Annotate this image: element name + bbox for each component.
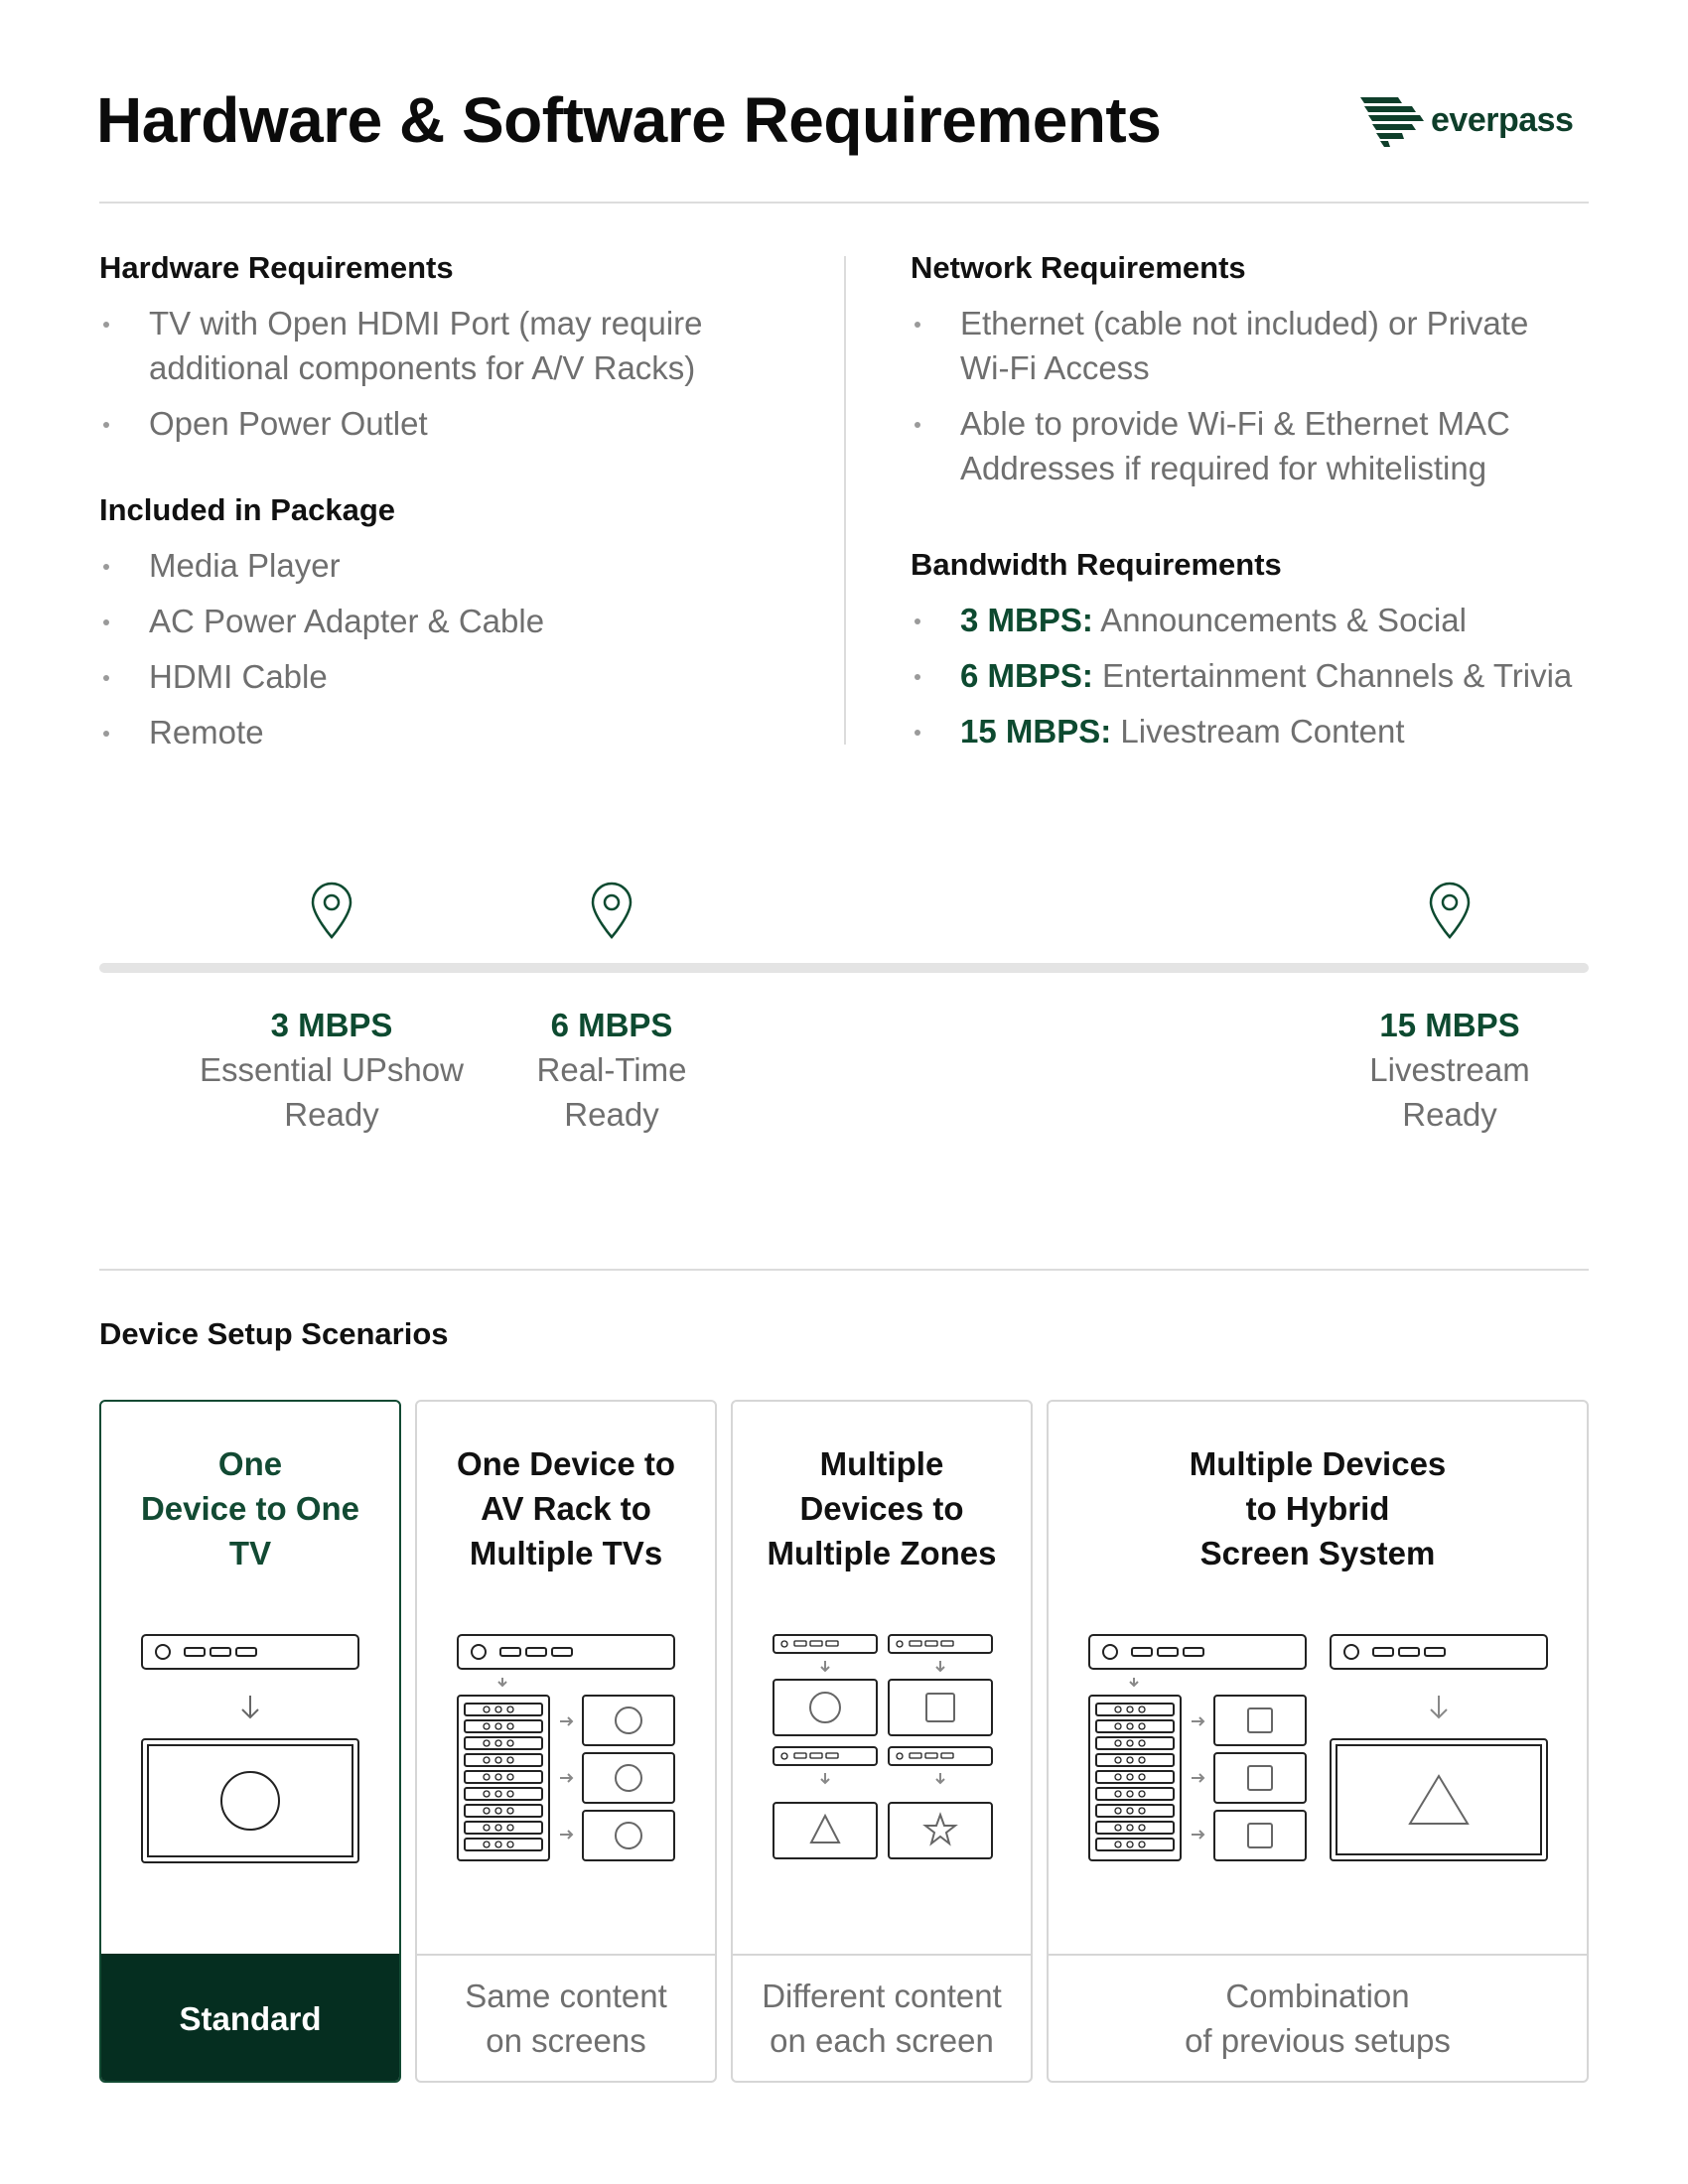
card-footer-line: of previous setups (1185, 2022, 1451, 2059)
everpass-flag-icon (1358, 95, 1424, 147)
location-pin-icon (589, 882, 634, 941)
marker-label: Essential UPshow (200, 1051, 464, 1088)
hybrid-screen-diagram (1088, 1634, 1549, 1872)
card-title (733, 1441, 1031, 1575)
card-title-line: to Hybrid (1245, 1490, 1390, 1527)
speed-label: 3 MBPS: (960, 602, 1093, 638)
scenario-card-hybrid[interactable] (1047, 1400, 1589, 2083)
brand-logo[interactable] (1358, 95, 1577, 151)
package-list (99, 543, 814, 765)
card-title-line: Screen System (1199, 1535, 1436, 1571)
card-title-line: Device to One (140, 1490, 360, 1527)
card-title-line: AV Rack to (481, 1490, 651, 1527)
list-item: Remote (99, 710, 814, 754)
scenarios-heading: Device Setup Scenarios (99, 1316, 449, 1351)
bandwidth-marker-3 (183, 1003, 481, 1137)
package-heading: Included in Package (99, 492, 396, 527)
list-item: AC Power Adapter & Cable (99, 599, 814, 643)
card-title (101, 1441, 399, 1575)
list-item: TV with Open HDMI Port (may require additional components for A/V Racks) (99, 301, 814, 390)
card-footer-line: Same content (465, 1978, 667, 2014)
list-item (911, 598, 1606, 642)
list-item (911, 653, 1606, 698)
section-divider (99, 1269, 1589, 1271)
list-item: HDMI Cable (99, 654, 814, 699)
brand-name: everpass (1431, 101, 1574, 139)
network-list (911, 301, 1586, 501)
marker-value: 15 MBPS (1379, 1007, 1520, 1043)
card-title-line: One (217, 1445, 283, 1482)
list-item: Open Power Outlet (99, 401, 814, 446)
av-rack-diagram (457, 1634, 677, 1872)
marker-label: Ready (284, 1096, 379, 1133)
card-footer-line: on screens (486, 2022, 646, 2059)
bandwidth-track (99, 963, 1589, 973)
speed-label: 15 MBPS: (960, 713, 1112, 750)
hardware-list (99, 301, 814, 457)
card-title-line: One Device to (456, 1445, 676, 1482)
list-item: Able to provide Wi-Fi & Ethernet MAC Addresses if required for whitelisting (911, 401, 1586, 490)
card-footer (1049, 1954, 1587, 2081)
hardware-heading: Hardware Requirements (99, 250, 454, 285)
bandwidth-heading: Bandwidth Requirements (911, 547, 1282, 582)
column-divider (844, 256, 846, 745)
list-item: Media Player (99, 543, 814, 588)
card-footer (733, 1954, 1031, 2081)
marker-value: 3 MBPS (270, 1007, 393, 1043)
list-item: Ethernet (cable not included) or Private Wi-Fi Access (911, 301, 1586, 390)
card-title-line: Multiple TVs (469, 1535, 663, 1571)
marker-label: Ready (1402, 1096, 1497, 1133)
card-title (1049, 1441, 1587, 1575)
scenario-card-multiple-zones[interactable] (731, 1400, 1033, 2083)
speed-label: 6 MBPS: (960, 657, 1093, 694)
location-pin-icon (1427, 882, 1473, 941)
marker-label: Real-Time (536, 1051, 687, 1088)
card-footer (417, 1954, 715, 2081)
page-title: Hardware & Software Requirements (96, 84, 1162, 156)
scenario-card-av-rack[interactable] (415, 1400, 717, 2083)
speed-desc: Livestream Content (1120, 713, 1405, 750)
scenario-card-one-to-one[interactable] (99, 1400, 401, 2083)
card-title-line: Multiple Devices (1189, 1445, 1447, 1482)
card-footer-line: Combination (1225, 1978, 1410, 2014)
network-heading: Network Requirements (911, 250, 1246, 285)
card-footer-line: Different content (762, 1978, 1002, 2014)
list-item (911, 709, 1606, 753)
location-pin-icon (309, 882, 354, 941)
speed-desc: Entertainment Channels & Trivia (1102, 657, 1573, 694)
card-title-line: Multiple Zones (767, 1535, 997, 1571)
marker-value: 6 MBPS (550, 1007, 673, 1043)
card-footer-line: on each screen (770, 2022, 994, 2059)
marker-label: Livestream (1369, 1051, 1530, 1088)
bandwidth-marker-6 (463, 1003, 761, 1137)
card-title-line: Devices to (799, 1490, 964, 1527)
one-device-one-tv-diagram (141, 1634, 361, 1872)
bandwidth-marker-15 (1301, 1003, 1599, 1137)
card-title-line: Multiple (819, 1445, 944, 1482)
card-footer: Standard (101, 1954, 399, 2081)
multiple-zones-diagram (773, 1634, 993, 1872)
card-title-line: TV (228, 1535, 272, 1571)
card-title (417, 1441, 715, 1575)
header-divider (99, 202, 1589, 204)
speed-desc: Announcements & Social (1100, 602, 1467, 638)
bandwidth-list (911, 598, 1606, 764)
marker-label: Ready (564, 1096, 659, 1133)
